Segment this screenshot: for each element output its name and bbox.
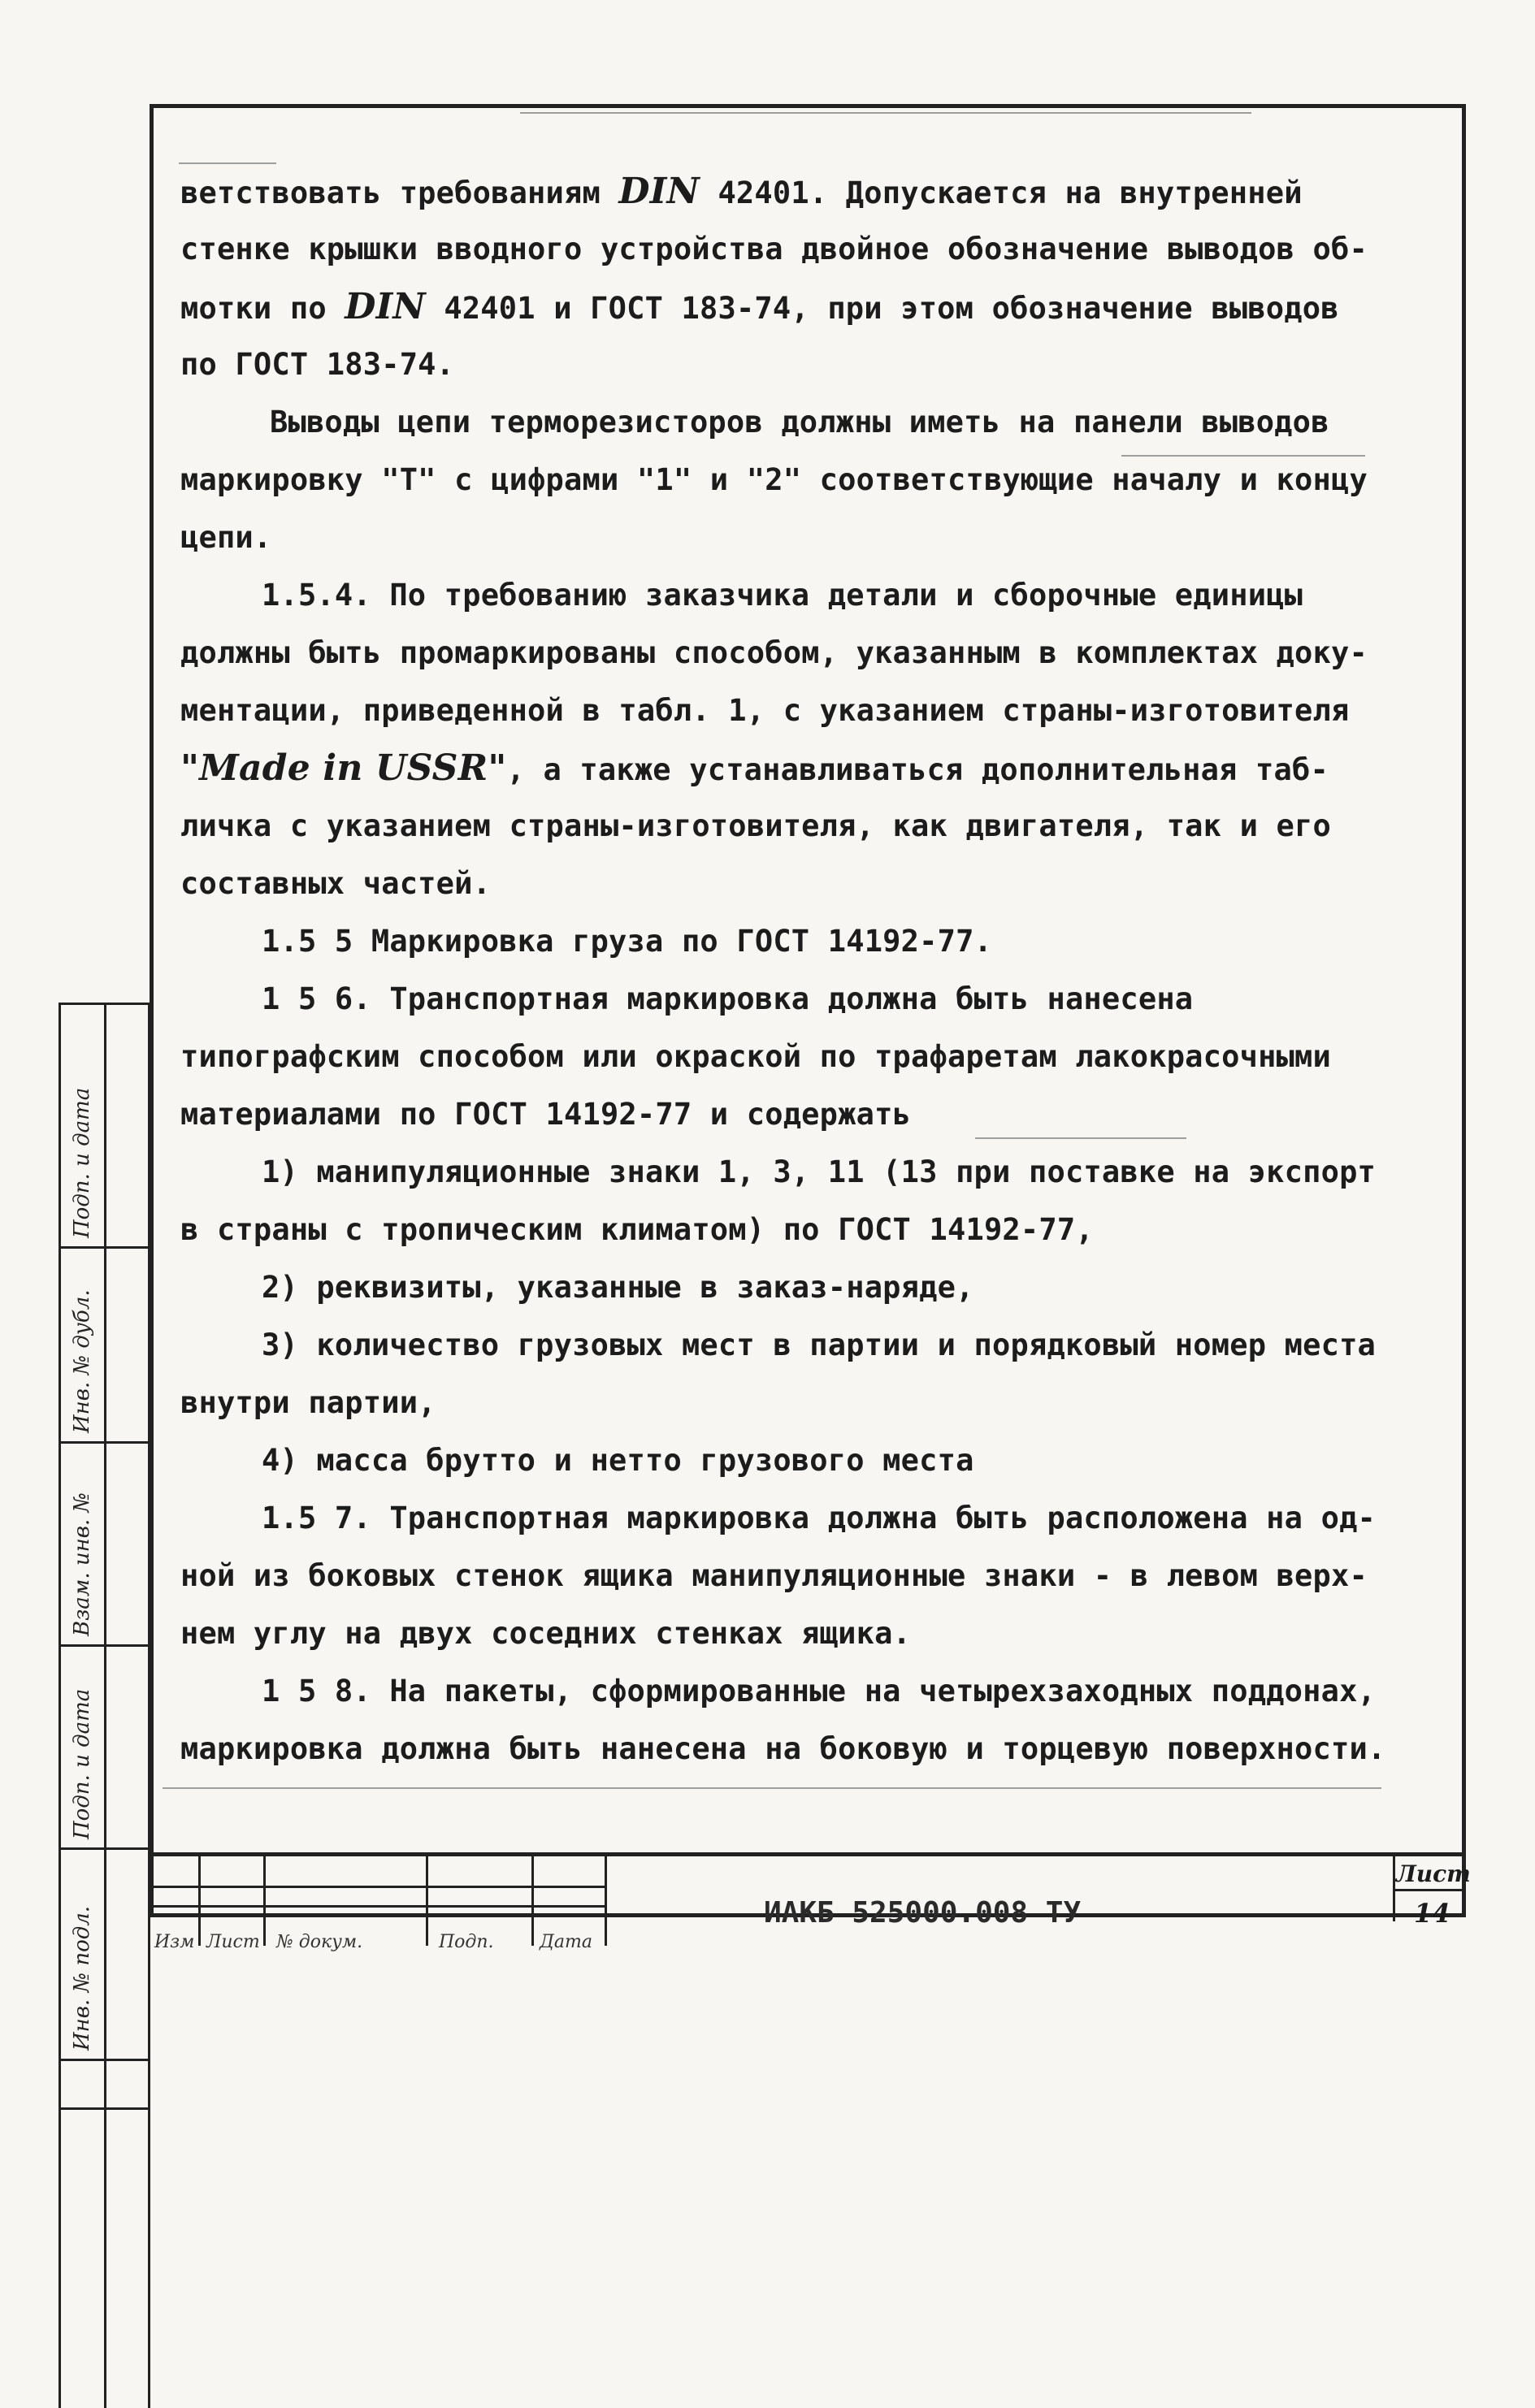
text-line <box>180 1431 1448 1489</box>
line-text: маркировка должна быть нанесена на боковую и торцевую поверхности. <box>180 1731 1386 1766</box>
text-line <box>180 624 1448 682</box>
text-line <box>180 1489 1448 1547</box>
text-line <box>180 451 1448 509</box>
handwritten-insert: DIN <box>345 286 426 327</box>
text-line <box>180 566 1448 624</box>
line-text: 1.5 5 Маркировка груза по ГОСТ 14192-77. <box>262 924 993 959</box>
line-text: 1.5 7. Транспортная маркировка должна быть расположена на од- <box>262 1501 1377 1535</box>
signature-cell: Дата <box>540 1932 592 1952</box>
handwritten-insert: DIN <box>618 171 700 212</box>
line-text: ветствовать требованиям <box>180 175 619 210</box>
text-line <box>180 1605 1448 1662</box>
side-stamp-label: Подп. и дата <box>70 1688 94 1839</box>
text-line <box>180 1258 1448 1316</box>
line-text: 4) масса брутто и нетто грузового места <box>262 1443 974 1478</box>
line-text: по ГОСТ 183-74. <box>180 347 455 382</box>
text-line <box>180 336 1448 393</box>
text-line <box>180 278 1448 336</box>
line-text: 1) манипуляционные знаки 1, 3, 11 (13 при поставке на экспорт <box>262 1154 1377 1189</box>
text-line <box>180 682 1448 739</box>
side-stamp-label: Подп. и дата <box>70 1087 94 1238</box>
text-line <box>180 739 1448 797</box>
line-text: 1.5.4. По требованию заказчика детали и сборочные единицы <box>262 578 1303 613</box>
line-text: должны быть промаркированы способом, указанным в комплектах доку- <box>180 635 1368 670</box>
document-body <box>180 162 1448 1778</box>
line-text: мотки по <box>180 291 345 326</box>
text-line <box>180 1143 1448 1201</box>
document-code: ИАКБ 525000.008 ТУ <box>764 1896 1082 1929</box>
line-text: нем углу на двух соседних стенках ящика. <box>180 1616 912 1651</box>
line-text: 1 5 6. Транспортная маркировка должна быть нанесена <box>262 981 1194 1016</box>
text-line <box>180 1316 1448 1374</box>
line-text: стенке крышки вводного устройства двойное обозначение выводов об- <box>180 232 1368 266</box>
handwritten-insert: "Made in USSR" <box>180 747 507 789</box>
line-text: ментации, приведенной в табл. 1, с указанием страны-изготовителя <box>180 693 1350 728</box>
text-line <box>180 162 1448 220</box>
line-text: 1 5 8. На пакеты, сформированные на четырехзаходных поддонах, <box>262 1674 1377 1709</box>
text-line <box>180 1720 1448 1778</box>
line-text: составных частей. <box>180 866 492 901</box>
line-text: Выводы цепи терморезисторов должны иметь на панели выводов <box>270 405 1329 440</box>
line-text: в страны с тропическим климатом) по ГОСТ 14192-77, <box>180 1212 1094 1247</box>
text-line <box>180 797 1448 855</box>
text-line <box>180 1201 1448 1258</box>
signature-cell: Подп. <box>439 1932 494 1952</box>
text-line <box>180 509 1448 566</box>
text-line <box>180 220 1448 278</box>
text-line <box>180 855 1448 912</box>
text-line <box>180 1028 1448 1085</box>
line-text: личка с указанием страны-изготовителя, как двигателя, так и его <box>180 808 1331 843</box>
line-text: цепи. <box>180 520 272 555</box>
side-stamp-label: Инв. № дубл. <box>70 1289 94 1433</box>
line-text: 2) реквизиты, указанные в заказ-наряде, <box>262 1270 974 1305</box>
line-text: , а также устанавливаться дополнительная таб- <box>506 752 1329 787</box>
side-stamp-label: Взам. инв. № <box>70 1492 94 1636</box>
signature-cell: № докум. <box>276 1932 363 1952</box>
line-text: маркировку "Т" с цифрами "1" и "2" соответствующие началу и концу <box>180 462 1368 497</box>
signature-cell: Изм <box>154 1932 195 1952</box>
line-text: 3) количество грузовых мест в партии и порядковый номер места <box>262 1327 1377 1362</box>
text-line <box>180 393 1448 451</box>
side-stamp <box>59 1003 150 2408</box>
text-line <box>180 912 1448 970</box>
line-text: 42401 и ГОСТ 183-74, при этом обозначение выводов <box>425 291 1339 326</box>
text-line <box>180 1374 1448 1431</box>
page-number: 14 <box>1414 1898 1450 1929</box>
line-text: ной из боковых стенок ящика манипуляционные знаки - в левом верх- <box>180 1558 1368 1593</box>
line-text: материалами по ГОСТ 14192-77 и содержать <box>180 1097 912 1132</box>
scan-artifact <box>163 1787 1381 1789</box>
line-text: типографским способом или окраской по трафаретам лакокрасочными <box>180 1039 1331 1074</box>
text-line <box>180 1547 1448 1605</box>
line-text: внутри партии, <box>180 1385 436 1420</box>
line-text: 42401. Допускается на внутренней <box>699 175 1303 210</box>
scan-artifact <box>520 112 1251 114</box>
side-stamp-label: Инв. № подл. <box>70 1905 94 2051</box>
sheet-label: Лист <box>1396 1860 1471 1887</box>
text-line <box>180 970 1448 1028</box>
signature-cell: Лист <box>206 1932 260 1952</box>
text-line <box>180 1662 1448 1720</box>
text-line <box>180 1085 1448 1143</box>
